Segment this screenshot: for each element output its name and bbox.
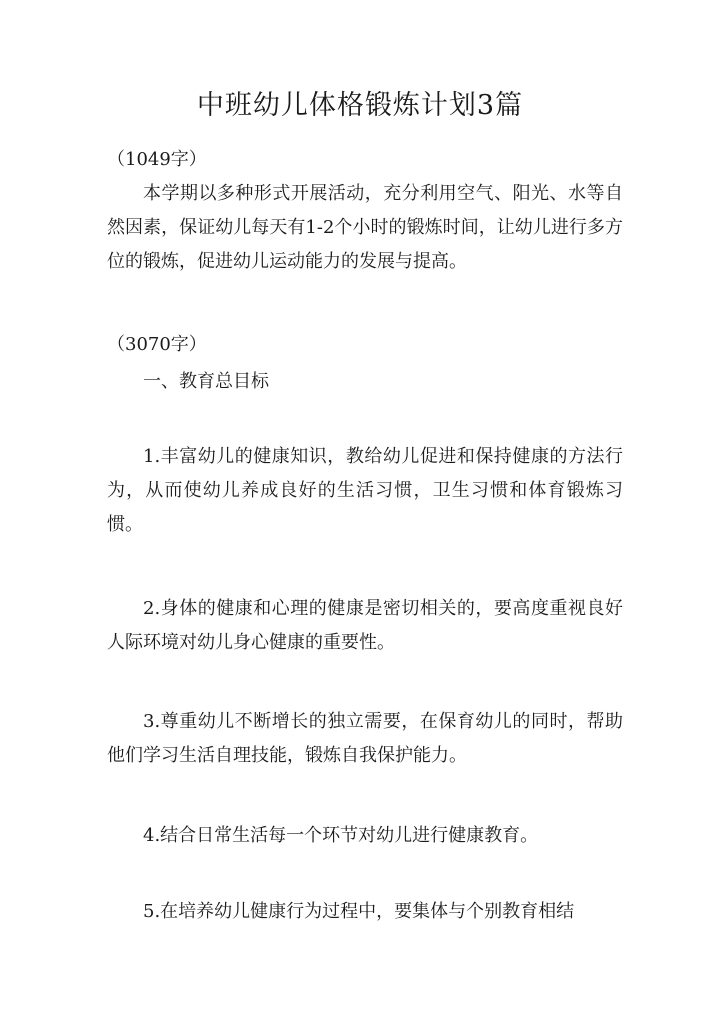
intro-paragraph: 本学期以多种形式开展活动，充分利用空气、阳光、水等自然因素，保证幼儿每天有1-2个小时的锻炼时间，让幼儿进行多方位的锻炼，促进幼儿运动能力的发展与提高。 — [107, 183, 623, 272]
goal-item-5: 5.在培养幼儿健康行为过程中，要集体与个别教育相结 — [143, 901, 575, 922]
word-count-3070: （3070字） — [107, 334, 207, 355]
goal-item-1: 1.丰富幼儿的健康知识，教给幼儿促进和保持健康的方法行为，从而使幼儿养成良好的生活习惯，卫生习惯和体育锻炼习惯。 — [107, 446, 623, 535]
word-count-1049: （1049字） — [107, 149, 207, 170]
goal-item-4: 4.结合日常生活每一个环节对幼儿进行健康教育。 — [143, 825, 539, 846]
document-title: 中班幼儿体格锻炼计划3篇 — [196, 90, 524, 121]
goal-item-2: 2.身体的健康和心理的健康是密切相关的，要高度重视良好人际环境对幼儿身心健康的重要性。 — [107, 598, 623, 653]
goal-item-3: 3.尊重幼儿不断增长的独立需要，在保育幼儿的同时，帮助他们学习生活自理技能，锻炼自我保护能力。 — [107, 711, 623, 766]
section-heading-goals: 一、教育总目标 — [143, 371, 269, 392]
